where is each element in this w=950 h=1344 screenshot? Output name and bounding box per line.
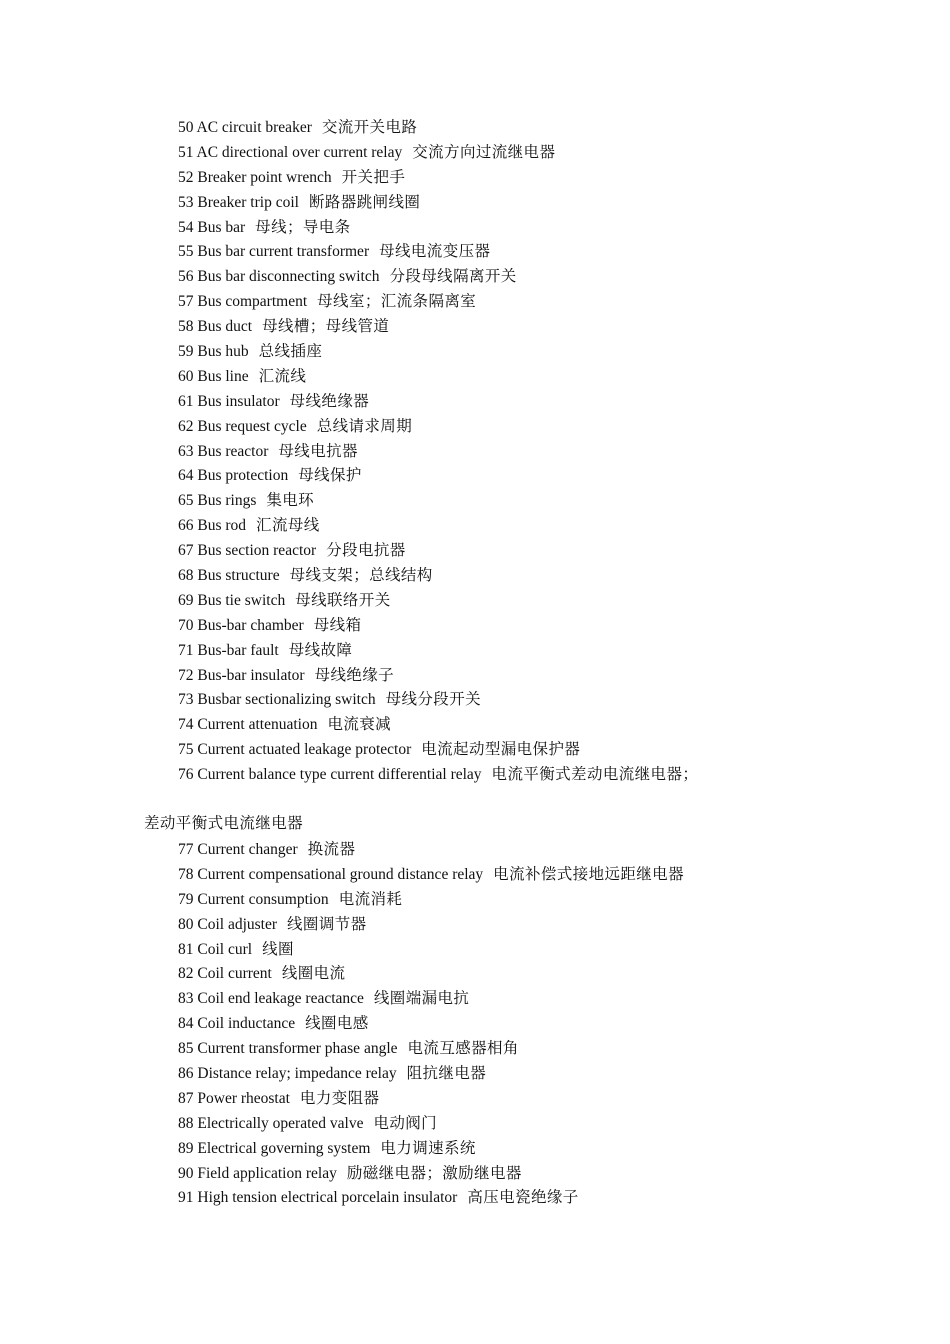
glossary-entry bbox=[178, 315, 878, 340]
glossary-entry bbox=[178, 863, 878, 888]
glossary-entry bbox=[178, 614, 878, 639]
chinese-term: 电流消耗 bbox=[338, 890, 403, 908]
glossary-entry bbox=[178, 1062, 878, 1087]
glossary-entry bbox=[178, 240, 878, 265]
english-term: 91 High tension electrical porcelain insulator bbox=[178, 1189, 458, 1207]
chinese-term: 母线故障 bbox=[288, 641, 353, 659]
english-term: 51 AC directional over current relay bbox=[178, 143, 403, 161]
english-term: 85 Current transformer phase angle bbox=[178, 1040, 398, 1058]
chinese-term: 母线箱 bbox=[313, 616, 362, 634]
chinese-term: 母线；导电条 bbox=[255, 218, 351, 236]
chinese-term: 分段电抗器 bbox=[326, 542, 406, 560]
english-term: 81 Coil curl bbox=[178, 940, 253, 958]
chinese-term: 母线室；汇流条隔离室 bbox=[317, 293, 477, 311]
glossary-entry bbox=[178, 141, 878, 166]
glossary-entry bbox=[178, 1037, 878, 1062]
chinese-term: 电流互感器相角 bbox=[407, 1040, 519, 1058]
glossary-entry bbox=[178, 415, 878, 440]
chinese-term: 母线支架；总线结构 bbox=[289, 567, 433, 585]
chinese-term: 母线保护 bbox=[298, 467, 362, 485]
chinese-term: 电流补偿式接地远距继电器 bbox=[493, 865, 684, 883]
glossary-entry bbox=[178, 888, 878, 913]
chinese-term: 阻抗继电器 bbox=[406, 1065, 487, 1083]
chinese-term: 断路器跳闸线圈 bbox=[308, 193, 421, 211]
glossary-entry bbox=[178, 664, 878, 689]
glossary-entry bbox=[178, 688, 878, 713]
chinese-term: 电流衰减 bbox=[327, 716, 392, 734]
glossary-entry bbox=[178, 340, 878, 365]
chinese-term: 电流起动型漏电保护器 bbox=[421, 741, 581, 759]
continuation-line: 差动平衡式电流继电器 bbox=[144, 815, 304, 832]
chinese-term: 换流器 bbox=[307, 841, 356, 858]
glossary-entry bbox=[178, 116, 878, 141]
english-term: 88 Electrically operated valve bbox=[178, 1114, 364, 1132]
chinese-term: 汇流线 bbox=[258, 367, 307, 385]
glossary-entry bbox=[178, 365, 878, 390]
english-term: 55 Bus bar current transformer bbox=[178, 243, 370, 261]
glossary-entry bbox=[178, 1112, 878, 1137]
chinese-term: 母线分段开关 bbox=[385, 691, 481, 709]
chinese-term: 线圈电流 bbox=[281, 965, 346, 983]
chinese-term: 母线电抗器 bbox=[278, 442, 358, 460]
glossary-entry bbox=[178, 290, 878, 315]
chinese-term: 母线绝缘器 bbox=[289, 392, 370, 410]
glossary-entry bbox=[178, 987, 878, 1012]
glossary-entry bbox=[178, 639, 878, 664]
glossary-entry bbox=[178, 539, 878, 564]
english-term: 64 Bus protection bbox=[178, 467, 289, 485]
english-term: 74 Current attenuation bbox=[178, 716, 318, 734]
english-term: 50 AC circuit breaker bbox=[178, 119, 312, 136]
glossary-entry bbox=[178, 191, 878, 216]
english-term: 60 Bus line bbox=[178, 367, 249, 385]
glossary-entry bbox=[178, 489, 878, 514]
english-term: 79 Current consumption bbox=[178, 890, 329, 908]
chinese-term: 交流方向过流继电器 bbox=[412, 143, 556, 161]
english-term: 84 Coil inductance bbox=[178, 1015, 296, 1033]
english-term: 54 Bus bar bbox=[178, 218, 246, 236]
glossary-entry bbox=[178, 589, 878, 614]
chinese-term: 汇流母线 bbox=[256, 517, 320, 535]
chinese-term: 励磁继电器；激励继电器 bbox=[346, 1164, 522, 1182]
chinese-term: 电流平衡式差动电流继电器； bbox=[491, 766, 699, 784]
glossary-entry bbox=[178, 1137, 878, 1162]
chinese-term: 线圈端漏电抗 bbox=[373, 990, 470, 1008]
glossary-entry bbox=[178, 1186, 878, 1211]
chinese-term: 交流开关电路 bbox=[321, 119, 418, 136]
chinese-term: 分段母线隔离开关 bbox=[389, 268, 517, 286]
english-term: 76 Current balance type current differential relay bbox=[178, 766, 482, 784]
glossary-entry bbox=[178, 913, 878, 938]
english-term: 69 Bus tie switch bbox=[178, 591, 286, 609]
glossary-entry bbox=[178, 838, 878, 863]
english-term: 70 Bus-bar chamber bbox=[178, 616, 304, 634]
chinese-term: 母线槽；母线管道 bbox=[262, 318, 390, 336]
glossary-entry bbox=[178, 216, 878, 241]
english-term: 68 Bus structure bbox=[178, 567, 280, 585]
glossary-entry bbox=[178, 564, 878, 589]
chinese-term: 线圈 bbox=[262, 940, 294, 958]
english-term: 87 Power rheostat bbox=[178, 1089, 290, 1107]
glossary-entry bbox=[178, 514, 878, 539]
english-term: 57 Bus compartment bbox=[178, 293, 308, 311]
glossary-entry bbox=[178, 738, 878, 763]
glossary-entry bbox=[178, 713, 878, 738]
chinese-term: 母线绝缘子 bbox=[314, 666, 395, 684]
glossary-entry bbox=[178, 962, 878, 987]
english-term: 71 Bus-bar fault bbox=[178, 641, 279, 659]
chinese-term: 总线插座 bbox=[258, 343, 323, 361]
english-term: 90 Field application relay bbox=[178, 1164, 337, 1182]
english-term: 86 Distance relay; impedance relay bbox=[178, 1065, 397, 1083]
english-term: 72 Bus-bar insulator bbox=[178, 666, 305, 684]
glossary-list-part-2 bbox=[178, 838, 878, 1211]
english-term: 59 Bus hub bbox=[178, 343, 249, 361]
glossary-entry bbox=[178, 938, 878, 963]
english-term: 67 Bus section reactor bbox=[178, 542, 317, 560]
english-term: 52 Breaker point wrench bbox=[178, 168, 332, 186]
english-term: 78 Current compensational ground distance relay bbox=[178, 865, 484, 883]
english-term: 77 Current changer bbox=[178, 841, 298, 858]
chinese-term: 母线联络开关 bbox=[295, 591, 391, 609]
glossary-list-part-1 bbox=[178, 116, 878, 788]
english-term: 63 Bus reactor bbox=[178, 442, 269, 460]
glossary-entry bbox=[178, 166, 878, 191]
chinese-term: 总线请求周期 bbox=[316, 417, 413, 435]
chinese-term: 电力变阻器 bbox=[299, 1089, 380, 1107]
english-term: 83 Coil end leakage reactance bbox=[178, 990, 364, 1008]
chinese-term: 高压电瓷绝缘子 bbox=[467, 1189, 579, 1207]
english-term: 75 Current actuated leakage protector bbox=[178, 741, 412, 759]
english-term: 73 Busbar sectionalizing switch bbox=[178, 691, 376, 709]
glossary-entry bbox=[178, 763, 878, 788]
glossary-entry bbox=[178, 390, 878, 415]
english-term: 66 Bus rod bbox=[178, 517, 247, 535]
chinese-term: 线圈电感 bbox=[305, 1015, 369, 1033]
english-term: 58 Bus duct bbox=[178, 318, 253, 336]
english-term: 89 Electrical governing system bbox=[178, 1139, 371, 1157]
chinese-term: 电力调速系统 bbox=[380, 1139, 476, 1157]
english-term: 82 Coil current bbox=[178, 965, 272, 983]
glossary-entry bbox=[178, 1162, 878, 1187]
glossary-entry bbox=[178, 440, 878, 465]
chinese-term: 电动阀门 bbox=[373, 1114, 438, 1132]
glossary-entry bbox=[178, 265, 878, 290]
glossary-entry bbox=[178, 1012, 878, 1037]
english-term: 62 Bus request cycle bbox=[178, 417, 307, 435]
english-term: 56 Bus bar disconnecting switch bbox=[178, 268, 380, 286]
english-term: 65 Bus rings bbox=[178, 492, 257, 510]
chinese-term: 开关把手 bbox=[341, 168, 406, 186]
chinese-term: 集电环 bbox=[266, 492, 315, 510]
english-term: 80 Coil adjuster bbox=[178, 915, 278, 933]
chinese-term: 线圈调节器 bbox=[287, 915, 367, 933]
glossary-entry bbox=[178, 1087, 878, 1112]
english-term: 53 Breaker trip coil bbox=[178, 193, 299, 211]
english-term: 61 Bus insulator bbox=[178, 392, 280, 410]
chinese-term: 母线电流变压器 bbox=[379, 243, 491, 261]
glossary-entry bbox=[178, 464, 878, 489]
